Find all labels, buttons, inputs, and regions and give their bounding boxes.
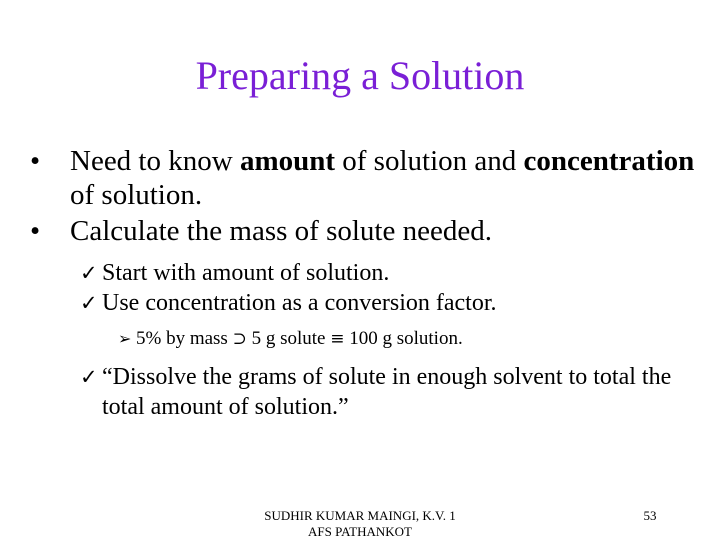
bullet-list	[30, 144, 710, 422]
check-icon: ✓	[80, 291, 98, 315]
example-text: 100 g solution.	[344, 328, 463, 349]
bullet-text-bold: amount	[239, 145, 336, 177]
bullet-text-part: Calculate the mass of solute needed.	[70, 215, 492, 247]
bullet-text-part: of solution and	[335, 145, 524, 177]
arrow-bullet-icon: ➢	[118, 329, 132, 348]
sub-bullet-text: “Dissolve the grams of solute in enough solvent to total the total amount of solution.”	[102, 364, 672, 420]
check-icon: ✓	[80, 365, 98, 389]
bullet-marker: •	[30, 215, 41, 247]
example-text: 5 g solute	[246, 328, 331, 349]
bullet-item	[30, 214, 710, 248]
equiv-symbol: ≡	[330, 329, 345, 349]
footer-line: SUDHIR KUMAR MAINGI, K.V. 1	[264, 508, 456, 523]
slide-title: Preparing a Solution	[195, 53, 525, 98]
footer-line: AFS PATHANKOT	[308, 524, 412, 539]
bullet-text-part: Need to know	[70, 145, 240, 177]
implies-symbol: ⊃	[232, 329, 247, 349]
example-text: 5% by mass	[136, 328, 233, 349]
bullet-item	[30, 144, 710, 212]
bullet-text-bold: concentration	[523, 145, 695, 177]
example-item	[30, 326, 710, 352]
sub-bullet-item	[30, 258, 710, 288]
sub-bullet-item	[30, 288, 710, 318]
sub-bullet-text: Use concentration as a conversion factor.	[102, 290, 497, 316]
bullet-marker: •	[30, 145, 41, 177]
sub-bullet-text: Start with amount of solution.	[102, 260, 390, 286]
bullet-text-part: of solution.	[70, 179, 203, 211]
sub-bullet-item	[30, 362, 710, 422]
check-icon: ✓	[80, 261, 98, 285]
footer-author	[240, 508, 480, 540]
page-number: 53	[643, 508, 657, 523]
